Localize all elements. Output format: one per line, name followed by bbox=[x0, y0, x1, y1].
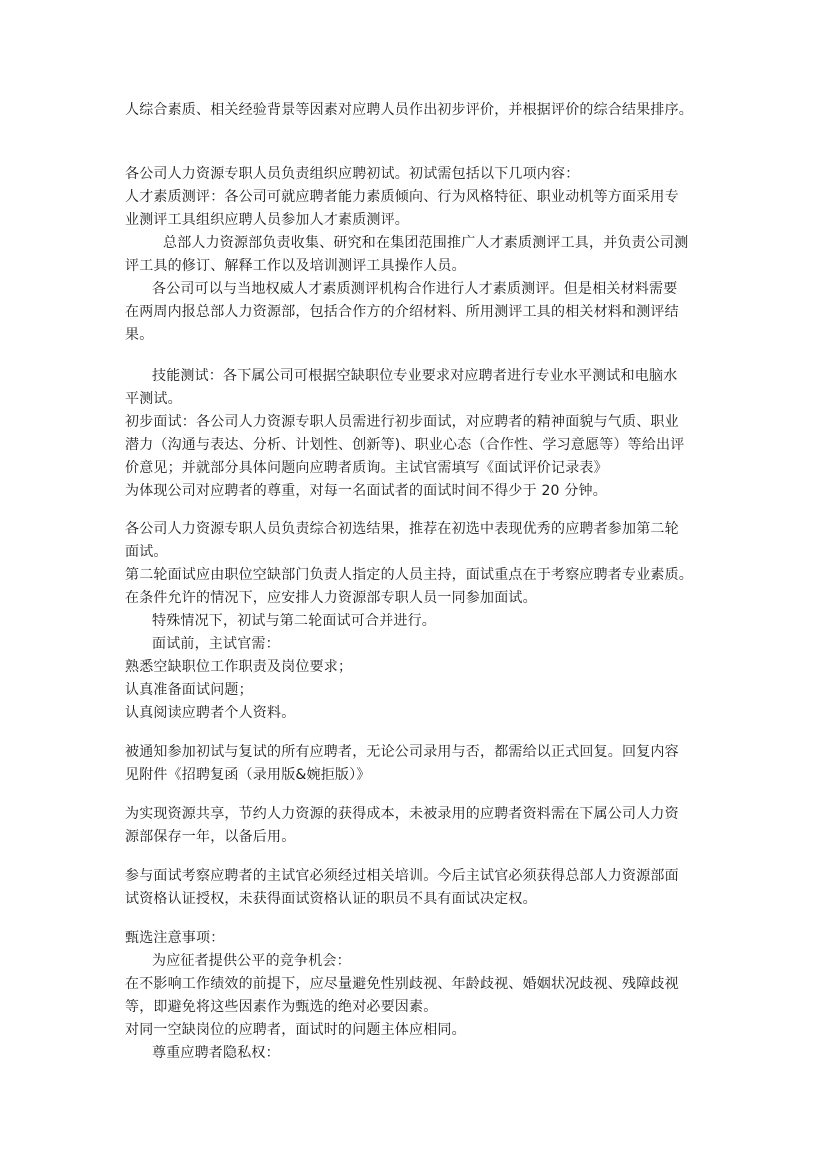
paragraph-line: 在不影响工作绩效的前提下，应尽量避免性别歧视、年龄歧视、婚姻状况歧视、残障歧视 bbox=[125, 976, 679, 992]
paragraph-line: 特殊情况下，初试与第二轮面试可合并进行。 bbox=[152, 613, 436, 629]
paragraph-line: 尊重应聘者隐私权： bbox=[152, 1045, 280, 1061]
paragraph-line: 源部保存一年，以备后用。 bbox=[125, 829, 296, 845]
paragraph-line: 各公司人力资源专职人员负责组织应聘初试。初试需包括以下几项内容： bbox=[125, 166, 580, 182]
paragraph-line: 认真阅读应聘者个人资料。 bbox=[125, 705, 296, 721]
paragraph-line: 潜力（沟通与表达、分析、计划性、创新等)、职业心态（合作性、学习意愿等）等给出评 bbox=[125, 437, 685, 453]
paragraph-line: 价意见；并就部分具体问题向应聘者质询。主试官需填写《面试评价记录表》 bbox=[125, 460, 608, 476]
paragraph-line: 总部人力资源部负责收集、研究和在集团范围推广人才素质测评工具，并负责公司测 bbox=[163, 235, 689, 251]
paragraph-line: 对同一空缺岗位的应聘者，面试时的问题主体应相同。 bbox=[125, 1022, 466, 1038]
paragraph-line: 在条件允许的情况下，应安排人力资源部专职人员一同参加面试。 bbox=[125, 590, 537, 606]
paragraph-line: 为实现资源共享，节约人力资源的获得成本，未被录用的应聘者资料需在下属公司人力资 bbox=[125, 806, 679, 822]
paragraph-line: 人综合素质、相关经验背景等因素对应聘人员作出初步评价，并根据评价的综合结果排序。 bbox=[125, 102, 693, 118]
paragraph-line: 初步面试：各公司人力资源专职人员需进行初步面试，对应聘者的精神面貌与气质、职业 bbox=[125, 414, 679, 430]
paragraph-line: 为体现公司对应聘者的尊重，对每一名面试者的面试时间不得少于 20 分钟。 bbox=[125, 483, 607, 499]
section-heading: 甄选注意事项： bbox=[125, 930, 225, 946]
paragraph-line: 参与面试考察应聘者的主试官必须经过相关培训。今后主试官必须获得总部人力资源部面 bbox=[125, 868, 679, 884]
paragraph-line: 平测试。 bbox=[125, 391, 182, 407]
paragraph-line: 被通知参加初试与复试的所有应聘者，无论公司录用与否，都需给以正式回复。回复内容 bbox=[125, 744, 679, 760]
paragraph-line: 认真准备面试问题； bbox=[125, 682, 253, 698]
paragraph-line: 为应征者提供公平的竞争机会： bbox=[152, 953, 351, 969]
paragraph-line: 见附件《招聘复函（录用版&婉拒版）》 bbox=[125, 767, 371, 783]
paragraph-line: 人才素质测评：各公司可就应聘者能力素质倾向、行为风格特征、职业动机等方面采用专 bbox=[125, 189, 679, 205]
paragraph-line: 各公司人力资源专职人员负责综合初选结果，推荐在初选中表现优秀的应聘者参加第二轮 bbox=[125, 521, 679, 537]
paragraph-line: 各公司可以与当地权威人才素质测评机构合作进行人才素质测评。但是相关材料需要 bbox=[152, 281, 678, 297]
paragraph-line: 业测评工具组织应聘人员参加人才素质测评。 bbox=[125, 212, 409, 228]
paragraph-line: 面试。 bbox=[125, 544, 168, 560]
paragraph-line: 技能测试：各下属公司可根据空缺职位专业要求对应聘者进行专业水平测试和电脑水 bbox=[152, 368, 678, 384]
paragraph-line: 果。 bbox=[125, 327, 154, 343]
paragraph-line: 等，即避免将这些因素作为甄选的绝对必要因素。 bbox=[125, 999, 438, 1015]
paragraph-line: 熟悉空缺职位工作职责及岗位要求； bbox=[125, 659, 353, 675]
paragraph-line: 第二轮面试应由职位空缺部门负责人指定的人员主持，面试重点在于考察应聘者专业素质。 bbox=[125, 567, 693, 583]
paragraph-line: 面试前，主试官需： bbox=[152, 636, 280, 652]
paragraph-line: 评工具的修订、解释工作以及培训测评工具操作人员。 bbox=[125, 258, 466, 274]
paragraph-line: 试资格认证授权，未获得面试资格认证的职员不具有面试决定权。 bbox=[125, 891, 537, 907]
paragraph-line: 在两周内报总部人力资源部，包括合作方的介绍材料、所用测评工具的相关材料和测评结 bbox=[125, 304, 679, 320]
